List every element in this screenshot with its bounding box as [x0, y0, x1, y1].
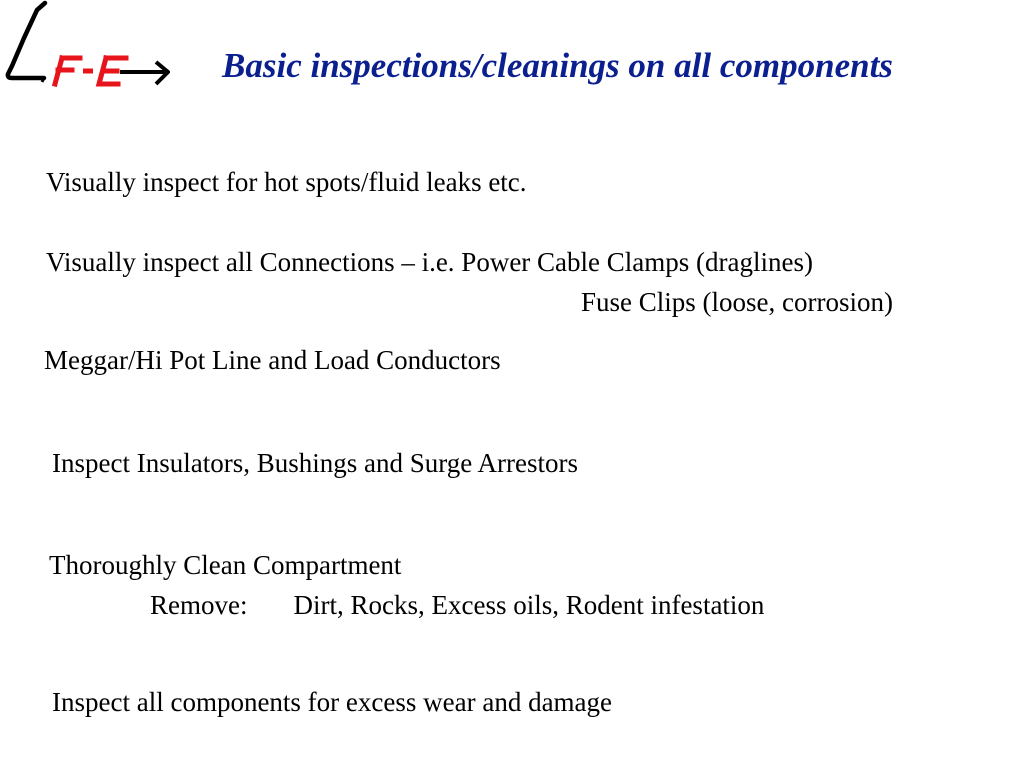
bullet-connections-continued: Fuse Clips (loose, corrosion)	[581, 287, 893, 317]
remove-label: Remove:	[150, 590, 248, 620]
bullet-remove-list	[150, 589, 764, 621]
bullet-insulators: Inspect Insulators, Bushings and Surge Arrestors	[52, 448, 578, 478]
bullet-hot-spots: Visually inspect for hot spots/fluid leaks etc.	[46, 167, 527, 197]
slide-title: Basic inspections/cleanings on all components	[222, 46, 893, 85]
bullet-connections: Visually inspect all Connections – i.e. Power Cable Clamps (draglines)	[46, 247, 813, 277]
bullet-clean-compartment: Thoroughly Clean Compartment	[49, 550, 402, 580]
bullet-wear-damage: Inspect all components for excess wear and damage	[52, 687, 613, 717]
remove-items: Dirt, Rocks, Excess oils, Rodent infestation	[293, 590, 765, 620]
lfe-logo-icon	[0, 0, 180, 100]
bullet-meggar: Meggar/Hi Pot Line and Load Conductors	[44, 345, 501, 375]
